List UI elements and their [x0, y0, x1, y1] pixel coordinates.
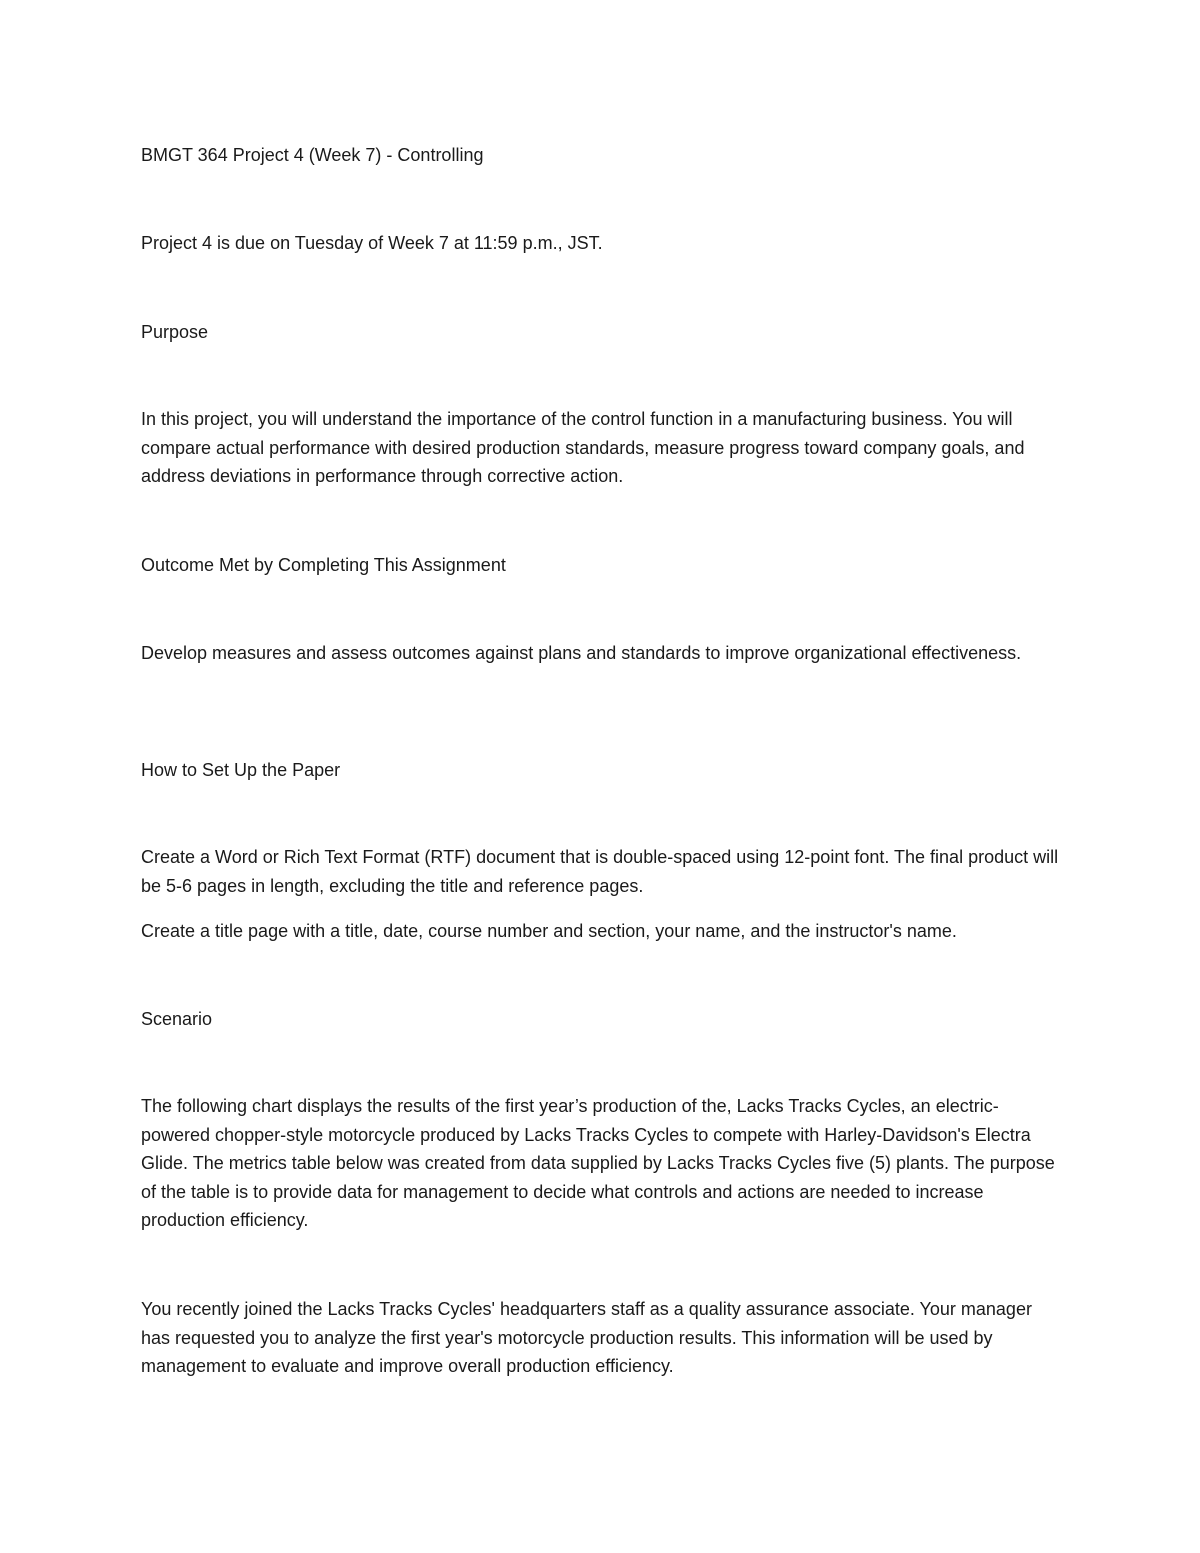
scenario-paragraph-1: The following chart displays the results of the first year’s production of the, Lacks Tracks Cycles, an electric-powered chopper-style motorcycle produced by Lacks Tracks Cycles to compete with Harley-Davidson's Electra Glide. The metrics table below was created from data supplied by Lacks Tracks Cycles five (5) plants. The purpose of the table is to provide data for management to decide what controls and actions are needed to increase production efficiency. — [141, 1096, 1055, 1231]
scenario-paragraph-2: You recently joined the Lacks Tracks Cycles' headquarters staff as a quality assurance associate. Your manager has requested you to analyze the first year's motorcycle production results. This information will be used by management to evaluate and improve overall production efficiency. — [141, 1299, 1032, 1377]
setup-paragraph-1: Create a Word or Rich Text Format (RTF) document that is double-spaced using 12-point font. The final product will be 5-6 pages in length, excluding the title and reference pages. — [141, 847, 1059, 896]
setup-heading: How to Set Up the Paper — [141, 760, 341, 780]
due-date-line: Project 4 is due on Tuesday of Week 7 at 11:59 p.m., JST. — [141, 233, 603, 253]
document-title: BMGT 364 Project 4 (Week 7) - Controlling — [141, 145, 484, 165]
outcome-paragraph: Develop measures and assess outcomes against plans and standards to improve organizational effectiveness. — [141, 643, 1022, 663]
purpose-paragraph: In this project, you will understand the importance of the control function in a manufacturing business. You will compare actual performance with desired production standards, measure progress toward company goals, and address deviations in performance through corrective action. — [141, 409, 1025, 487]
setup-paragraph-2: Create a title page with a title, date, course number and section, your name, and the instructor's name. — [141, 921, 957, 941]
purpose-heading: Purpose — [141, 322, 209, 342]
scenario-heading: Scenario — [141, 1009, 213, 1029]
outcome-heading: Outcome Met by Completing This Assignment — [141, 555, 506, 575]
